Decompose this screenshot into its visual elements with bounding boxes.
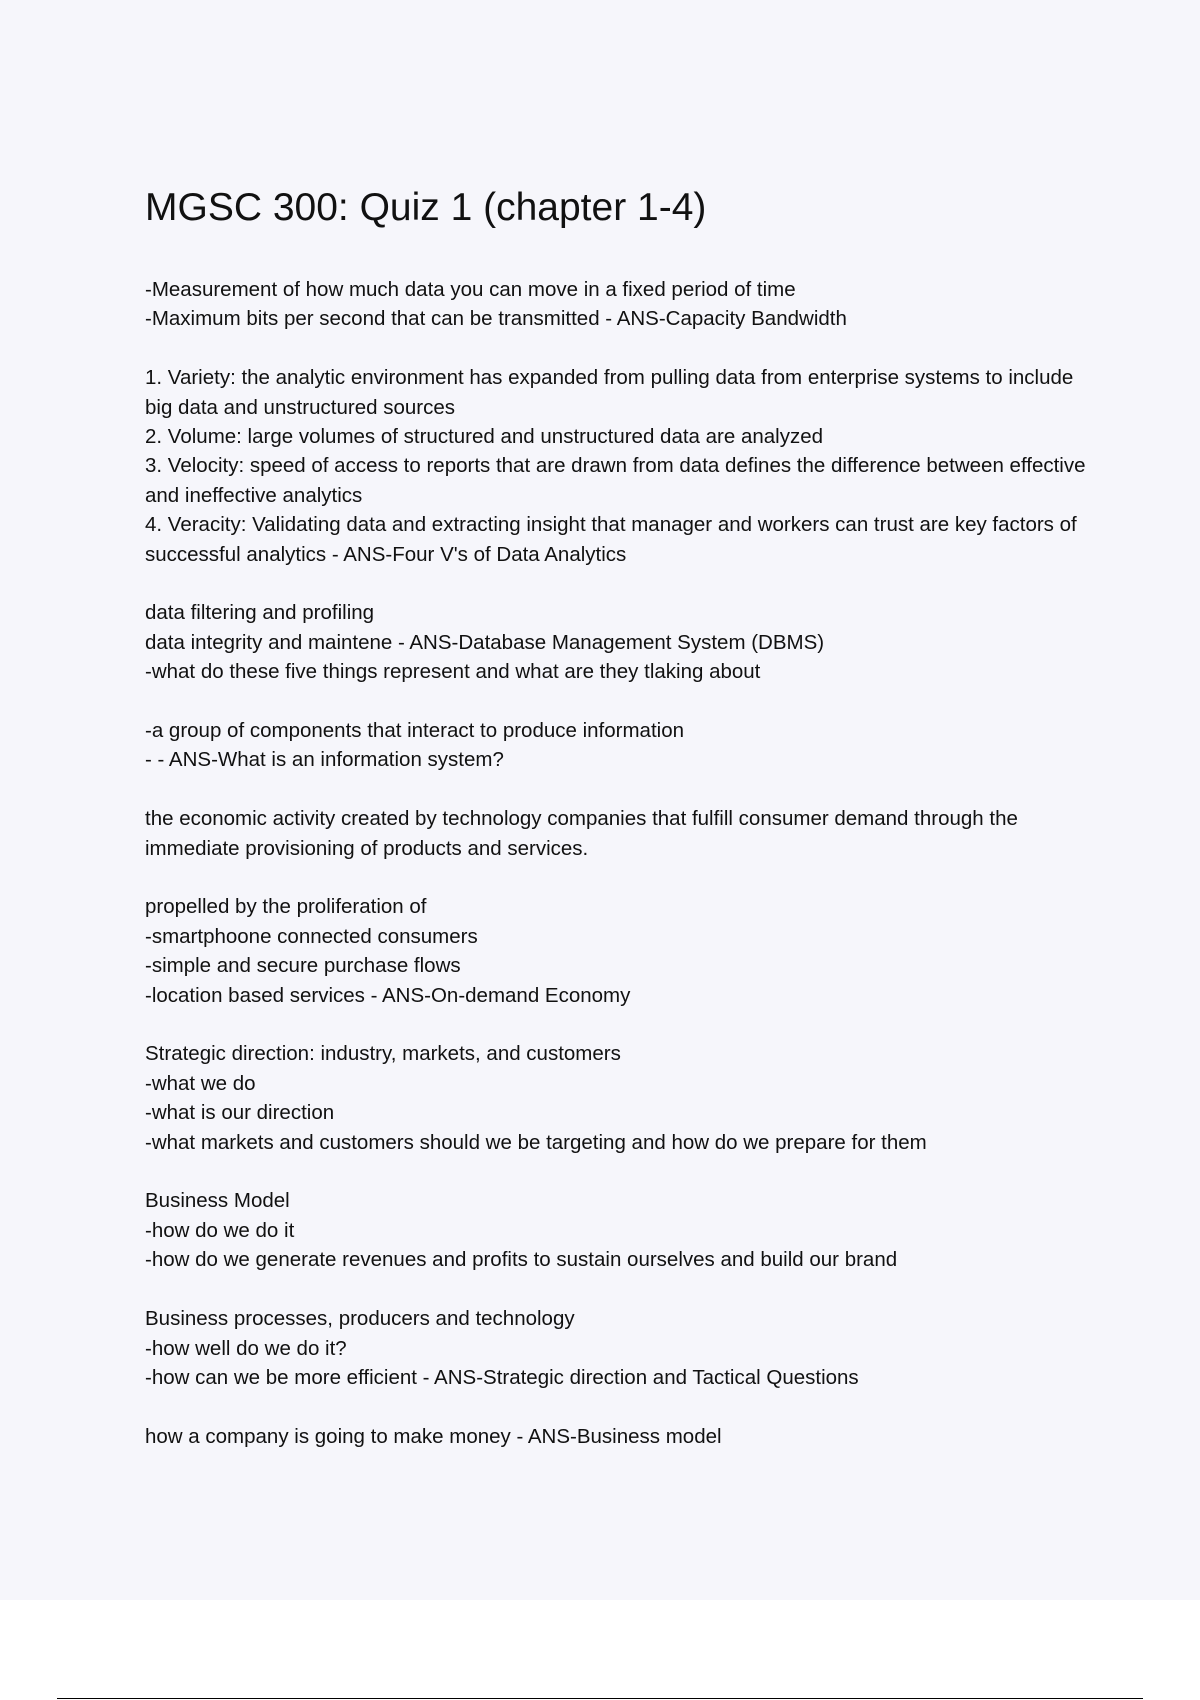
qa-block: [145, 804, 1095, 863]
qa-block: [145, 1039, 1095, 1157]
text-line: 3. Velocity: speed of access to reports that are drawn from data defines the difference between effective and ineffective analytics: [145, 454, 1086, 507]
text-line: -simple and secure purchase flows: [145, 954, 461, 978]
text-line: Business Model: [145, 1189, 290, 1213]
qa-blocks: [145, 275, 1095, 1451]
text-line: 2. Volume: large volumes of structured and unstructured data are analyzed: [145, 425, 824, 449]
text-line: - - ANS-What is an information system?: [145, 748, 504, 772]
text-line: data integrity and maintene - ANS-Database Management System (DBMS): [145, 630, 825, 654]
text-line: -smartphoone connected consumers: [145, 924, 478, 948]
text-line: -what is our direction: [145, 1101, 335, 1125]
text-line: -what we do: [145, 1071, 256, 1095]
text-line: -location based services - ANS-On-demand Economy: [145, 983, 631, 1007]
text-line: -how well do we do it?: [145, 1336, 347, 1360]
text-line: -how do we do it: [145, 1218, 295, 1242]
text-line: -how can we be more efficient - ANS-Strategic direction and Tactical Questions: [145, 1365, 859, 1389]
text-line: Business processes, producers and technology: [145, 1307, 575, 1331]
qa-block: [145, 892, 1095, 1010]
text-line: propelled by the proliferation of: [145, 895, 427, 919]
qa-block: [145, 1186, 1095, 1274]
text-line: how a company is going to make money - ANS-Business model: [145, 1424, 722, 1448]
text-line: -what do these five things represent and what are they tlaking about: [145, 660, 761, 684]
text-line: Strategic direction: industry, markets, and customers: [145, 1042, 621, 1066]
bottom-divider: [57, 1698, 1143, 1699]
qa-block: [145, 363, 1095, 569]
text-line: -a group of components that interact to produce information: [145, 719, 685, 743]
page-title: MGSC 300: Quiz 1 (chapter 1-4): [145, 186, 707, 229]
text-line: 1. Variety: the analytic environment has expanded from pulling data from enterprise systems to include big data and unstructured sources: [145, 366, 1074, 419]
qa-block: [145, 716, 1095, 775]
text-line: -how do we generate revenues and profits to sustain ourselves and build our brand: [145, 1248, 898, 1272]
text-line: the economic activity created by technology companies that fulfill consumer demand through the immediate provisioning of products and services.: [145, 807, 1018, 860]
text-line: -what markets and customers should we be targeting and how do we prepare for them: [145, 1130, 927, 1154]
qa-block: [145, 1422, 1095, 1451]
text-line: data filtering and profiling: [145, 601, 375, 625]
text-line: -Maximum bits per second that can be transmitted - ANS-Capacity Bandwidth: [145, 307, 847, 331]
qa-block: [145, 275, 1095, 334]
qa-block: [145, 1304, 1095, 1392]
text-line: -Measurement of how much data you can move in a fixed period of time: [145, 278, 796, 301]
qa-block: [145, 598, 1095, 686]
text-line: 4. Veracity: Validating data and extracting insight that manager and workers can trust are key factors of successful analytics - ANS-Four V's of Data Analytics: [145, 513, 1077, 566]
document-content: [145, 183, 1095, 1481]
